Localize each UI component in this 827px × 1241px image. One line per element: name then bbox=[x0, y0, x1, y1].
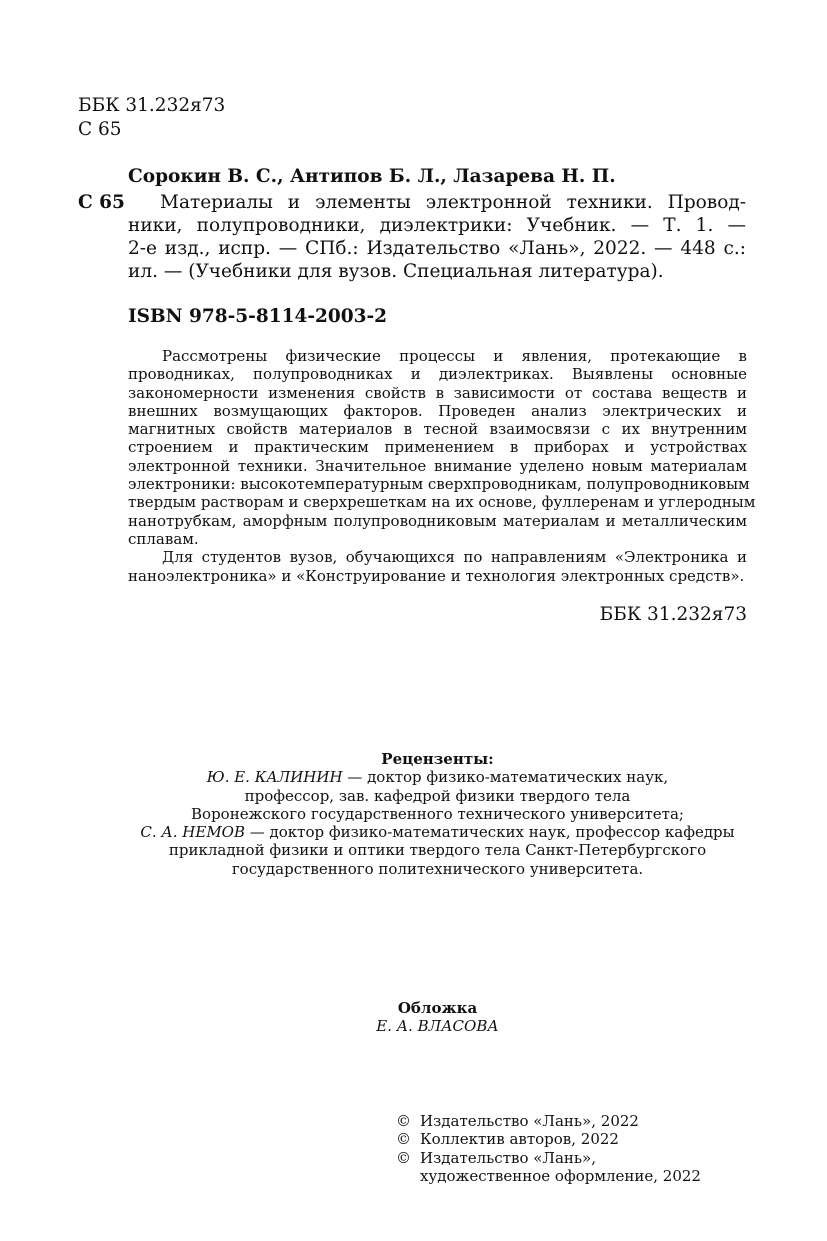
abstract-line: строением и практическим применением в приборах и устройствах bbox=[128, 438, 747, 457]
abstract-line: проводниках, полупроводниках и диэлектриках. Выявлены основные bbox=[128, 365, 747, 384]
reviewer-1-line: Ю. Е. КАЛИНИН — доктор физико-математических наук, bbox=[206, 768, 669, 787]
description-line: Материалы и элементы электронной техники. Провод- bbox=[160, 192, 746, 213]
abstract-line: Рассмотрены физические процессы и явления, протекающие в bbox=[162, 347, 747, 365]
cover-heading: Обложка bbox=[397, 999, 478, 1017]
description-line: ники, полупроводники, диэлектрики: Учебник. — Т. 1. — bbox=[128, 215, 746, 236]
copyright-line: © Коллектив авторов, 2022 bbox=[396, 1130, 619, 1149]
entry-description bbox=[128, 191, 746, 283]
abstract-line: сплавам. bbox=[128, 529, 199, 548]
reviewer-1-name: Ю. Е. КАЛИНИН bbox=[206, 768, 343, 787]
copyright-line: © Издательство «Лань», 2022 bbox=[396, 1112, 639, 1130]
abstract-line: закономерности изменения свойств в зависимости от состава веществ и bbox=[128, 383, 747, 402]
author-code: С 65 bbox=[78, 119, 122, 140]
copyright-line: © Издательство «Лань», bbox=[396, 1148, 597, 1167]
bbk-code: ББК 31.232я73 bbox=[78, 95, 226, 116]
abstract-line: электроники: высокотемпературным сверхпроводникам, полупроводниковым bbox=[128, 475, 750, 494]
isbn: ISBN 978-5-8114-2003-2 bbox=[128, 306, 388, 327]
cover-designer: Е. А. ВЛАСОВА bbox=[376, 1017, 499, 1036]
abstract-line: твердым растворам и сверхрешеткам на их основе, фуллеренам и углеродным bbox=[128, 493, 756, 512]
abstract-line: нанотрубкам, аморфным полупроводниковым материалам и металлическим bbox=[128, 511, 747, 530]
reviewer-2-name: С. А. НЕМОВ bbox=[140, 823, 245, 842]
entry-code-label: С 65 bbox=[78, 192, 125, 213]
reviewer-2-affiliation: государственного политехнического университета. bbox=[231, 859, 644, 878]
abstract bbox=[128, 347, 756, 585]
bbk-footer: ББК 31.232я73 bbox=[599, 604, 747, 625]
authors: Сорокин В. С., Антипов Б. Л., Лазарева Н. П. bbox=[128, 166, 616, 187]
copyright-icon: © bbox=[396, 1148, 411, 1167]
abstract-line: внешних возмущающих факторов. Проведен анализ электрических и bbox=[128, 401, 747, 420]
cover-block bbox=[300, 999, 575, 1036]
description-line: 2-е изд., испр. — СПб.: Издательство «Лань», 2022. — 448 с.: bbox=[128, 238, 746, 259]
reviewers-heading: Рецензенты: bbox=[381, 750, 494, 768]
copyright-icon: © bbox=[396, 1112, 411, 1130]
reviewer-1-affiliation: Воронежского государственного технического университета; bbox=[191, 804, 684, 823]
abstract-line: магнитных свойств материалов в тесной взаимосвязи с их внутренним bbox=[128, 420, 747, 439]
copyright-block bbox=[396, 1112, 796, 1185]
description-line: ил. — (Учебники для вузов. Специальная литература). bbox=[128, 261, 664, 282]
abstract-line: электронной техники. Значительное внимание уделено новым материалам bbox=[128, 456, 747, 475]
reviewers-block bbox=[100, 750, 775, 878]
abstract-line: наноэлектроника» и «Конструирование и технология электронных средств». bbox=[128, 566, 745, 585]
abstract-line: Для студентов вузов, обучающихся по направлениям «Электроника и bbox=[162, 548, 747, 567]
reviewer-1-title: профессор, зав. кафедрой физики твердого тела bbox=[244, 786, 631, 805]
copyright-continuation: художественное оформление, 2022 bbox=[420, 1166, 701, 1185]
reviewer-2-line: С. А. НЕМОВ — доктор физико-математических наук, профессор кафедры bbox=[140, 823, 735, 842]
copyright-icon: © bbox=[396, 1130, 411, 1149]
reviewer-2-title: прикладной физики и оптики твердого тела Санкт-Петербургского bbox=[168, 841, 707, 860]
